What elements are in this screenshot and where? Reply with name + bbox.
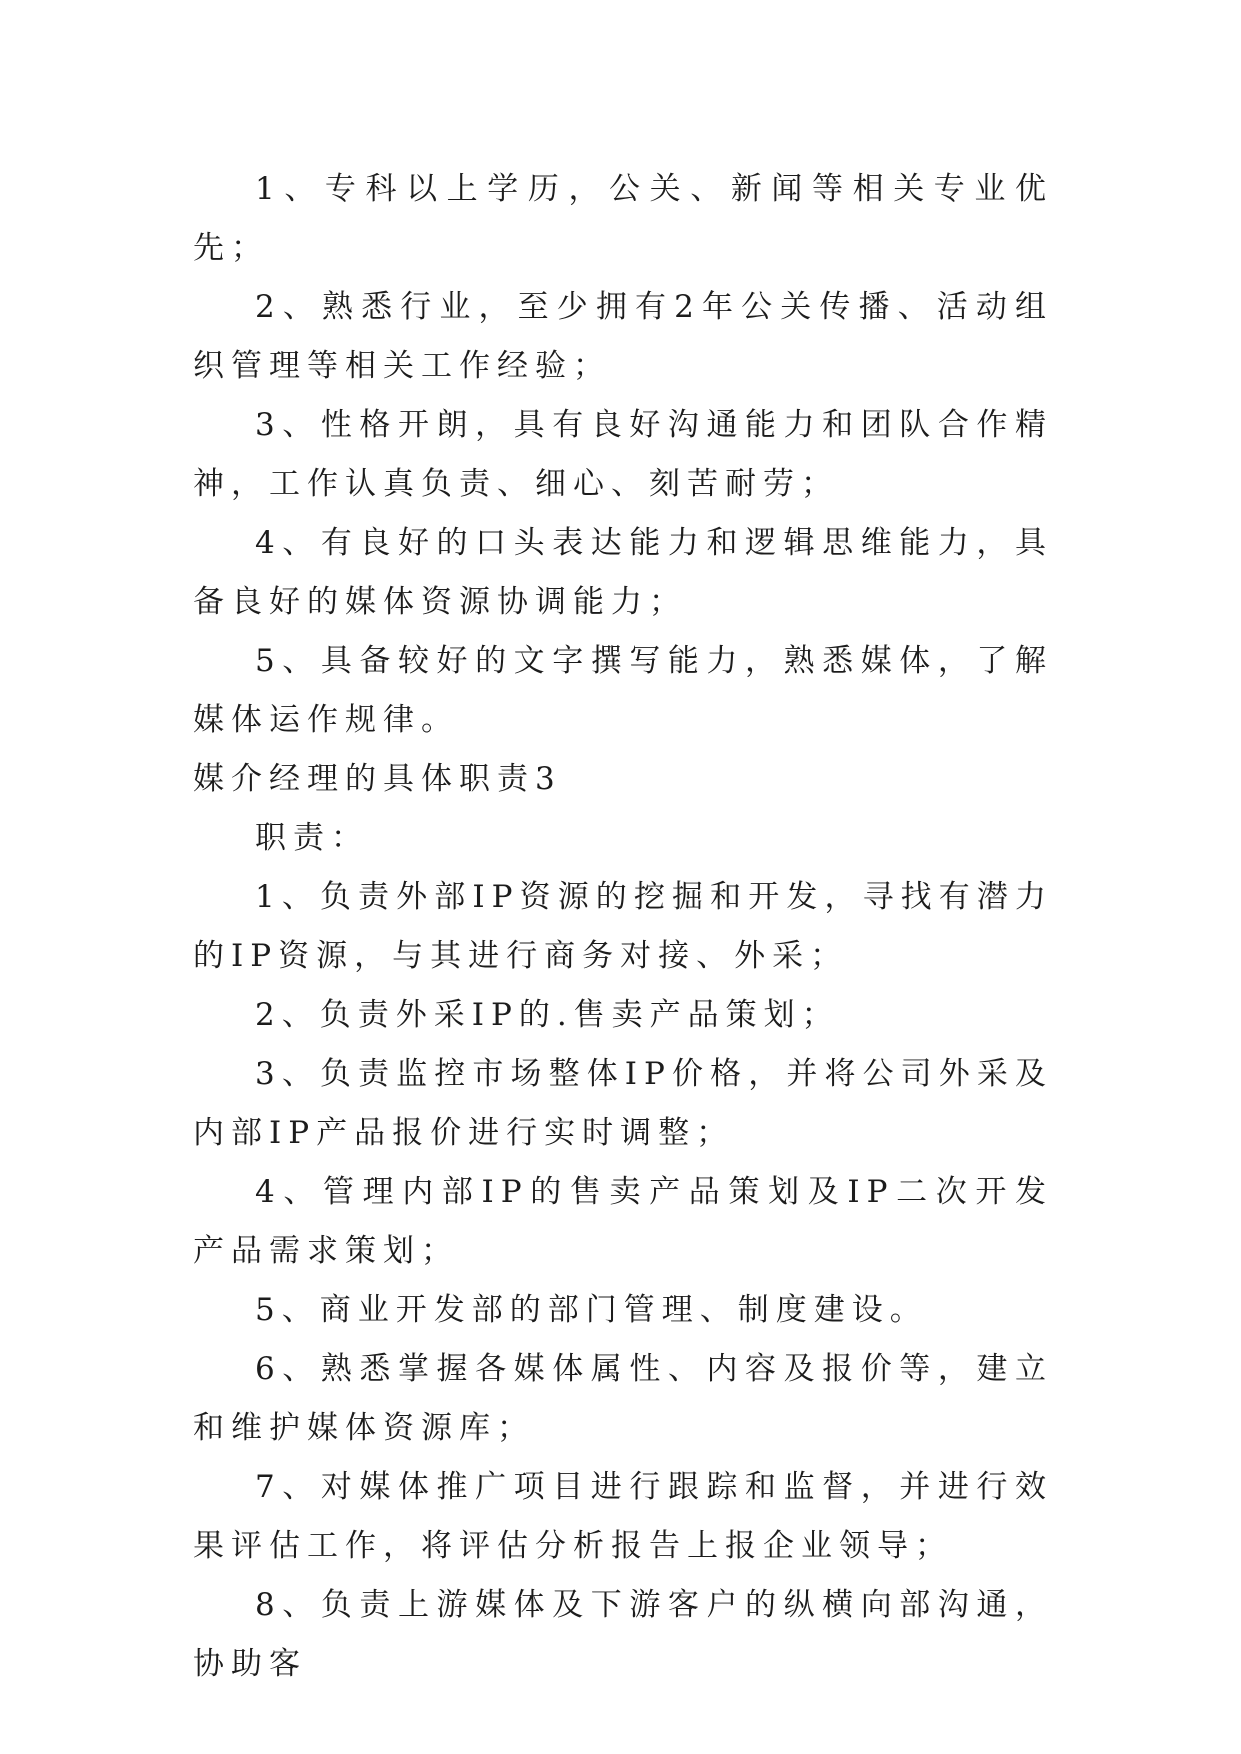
document-body <box>193 160 1053 1694</box>
section-heading: 媒介经理的具体职责3 <box>193 761 562 797</box>
duty-item-2: 2、负责外采IP的.售卖产品策划； <box>255 997 840 1033</box>
duty-item-6: 6、熟悉掌握各媒体属性、内容及报价等，建立和维护媒体资源库； <box>193 1351 1053 1446</box>
requirement-item-4: 4、有良好的口头表达能力和逻辑思维能力，具备良好的媒体资源协调能力； <box>193 525 1053 620</box>
duties-label: 职责： <box>255 820 369 856</box>
duty-item-5: 5、商业开发部的部门管理、制度建设。 <box>255 1292 928 1328</box>
requirement-item-1: 1、专科以上学历，公关、新闻等相关专业优先； <box>193 171 1053 266</box>
duty-item-8: 8、负责上游媒体及下游客户的纵横向部沟通，协助客 <box>193 1587 1053 1682</box>
duty-item-4: 4、管理内部IP的售卖产品策划及IP二次开发产品需求策划； <box>193 1174 1053 1269</box>
duty-item-7: 7、对媒体推广项目进行跟踪和监督，并进行效果评估工作，将评估分析报告上报企业领导； <box>193 1469 1053 1564</box>
requirement-item-2: 2、熟悉行业，至少拥有2年公关传播、活动组织管理等相关工作经验； <box>193 289 1053 384</box>
duty-item-1: 1、负责外部IP资源的挖掘和开发，寻找有潜力的IP资源，与其进行商务对接、外采； <box>193 879 1053 974</box>
duty-item-3: 3、负责监控市场整体IP价格，并将公司外采及内部IP产品报价进行实时调整； <box>193 1056 1053 1151</box>
requirement-item-5: 5、具备较好的文字撰写能力，熟悉媒体，了解媒体运作规律。 <box>193 643 1053 738</box>
requirement-item-3: 3、性格开朗，具有良好沟通能力和团队合作精神，工作认真负责、细心、刻苦耐劳； <box>193 407 1053 502</box>
